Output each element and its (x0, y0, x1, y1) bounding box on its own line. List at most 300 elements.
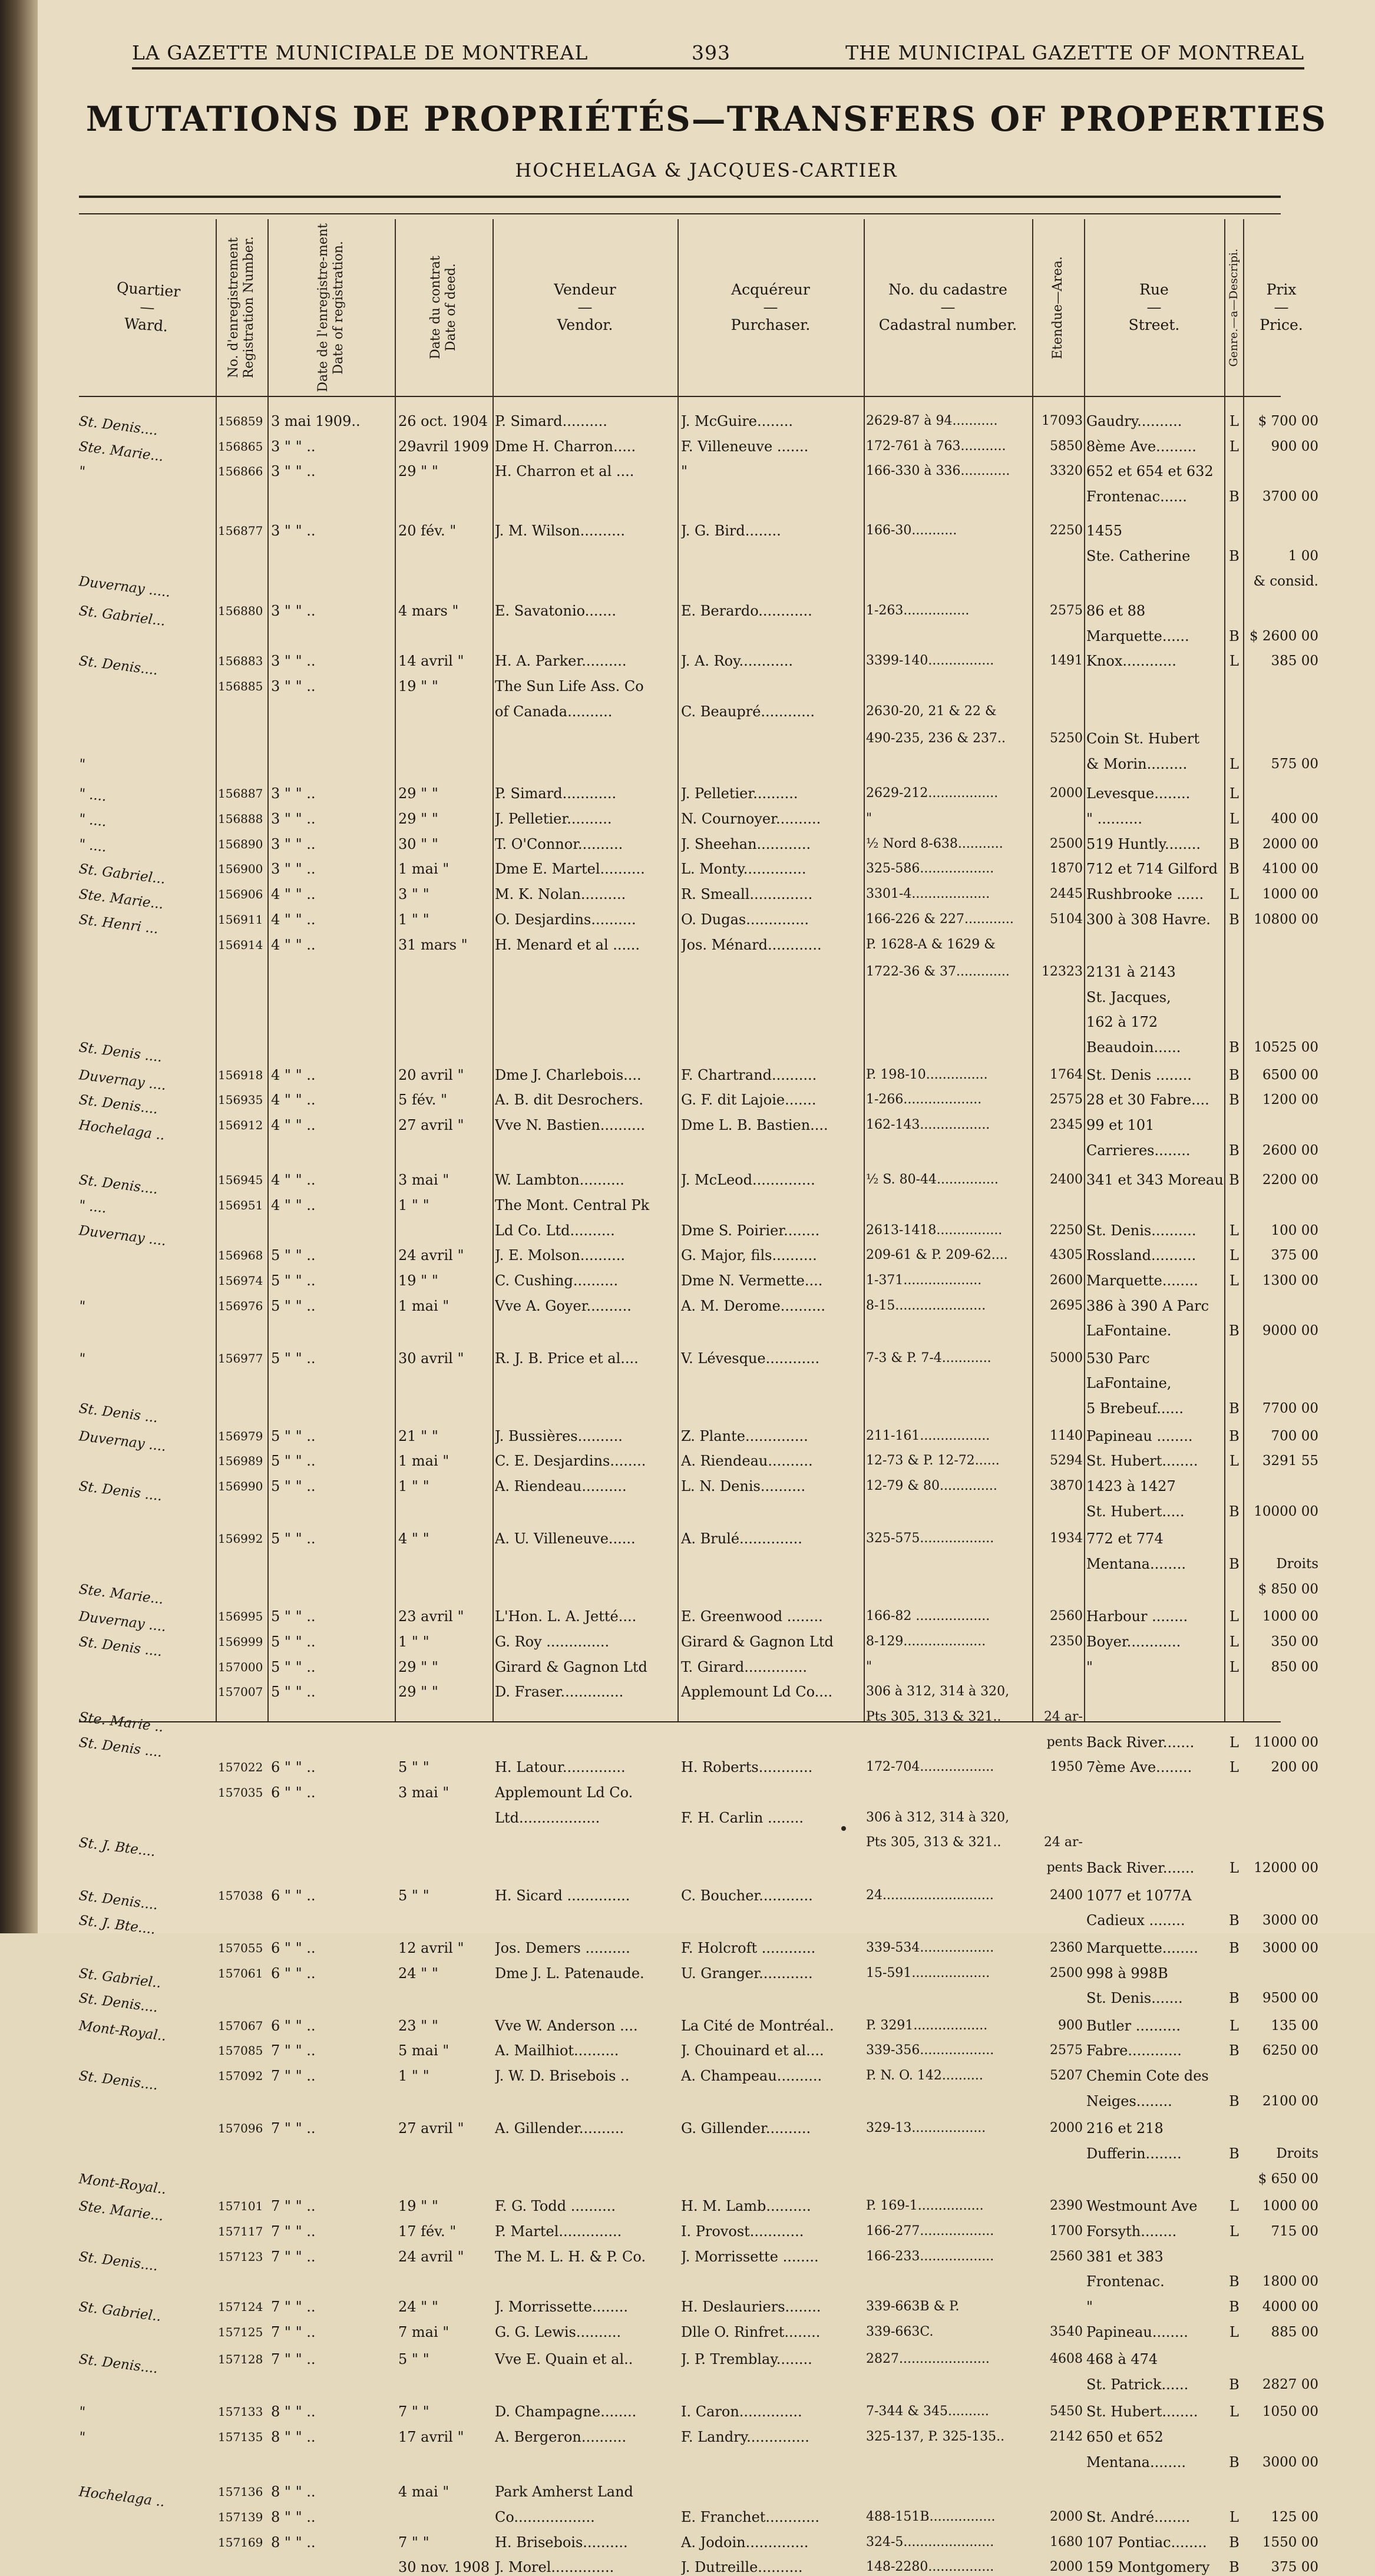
kind-cell: B (1229, 488, 1240, 505)
registration-date-cell: 4 " " .. (271, 1117, 316, 1134)
vendor-cell: D. Champagne........ (495, 2403, 637, 2420)
vendor-cell: T. O'Connor.......... (495, 835, 623, 852)
price-cell: $ 700 00 (1258, 414, 1318, 429)
price-cell: 350 00 (1271, 1633, 1318, 1649)
street-cell: Marquette...... (1086, 627, 1189, 644)
purchaser-cell: L. Monty.............. (681, 861, 807, 878)
purchaser-cell: G. F. dit Lajoie....... (681, 1092, 817, 1109)
table-row (38, 412, 1375, 439)
registration-date-cell: 3 " " .. (271, 861, 316, 878)
area-cell: 2142 (1050, 2429, 1083, 2445)
ward-cell: " (78, 2404, 87, 2420)
cadastral-number-cell: 172-761 à 763........... (866, 438, 1006, 454)
cadastral-number-cell: 329-13.................. (866, 2121, 986, 2136)
street-cell: 5 Brebeuf...... (1086, 1400, 1184, 1417)
kind-cell: B (1229, 2042, 1240, 2059)
table-row (38, 1683, 1375, 1701)
street-cell: St. Hubert........ (1086, 2403, 1198, 2420)
street-cell: 341 et 343 Moreau (1086, 1172, 1224, 1189)
header-cadastre-fr: No. du cadastre (888, 281, 1007, 298)
deed-date-cell: 3 mai " (398, 1172, 449, 1189)
street-cell: Papineau........ (1086, 2323, 1188, 2340)
table-row (38, 2223, 1375, 2240)
purchaser-cell: Girard & Gagnon Ltd (681, 1633, 834, 1650)
table-row (38, 1171, 1375, 1198)
registration-number-cell: 157124 (218, 2300, 263, 2314)
cadastral-number-cell: 339-356.................. (866, 2043, 994, 2058)
ward-cell (79, 1530, 214, 1546)
street-cell: " .......... (1086, 811, 1142, 828)
cadastral-number-cell: 306 à 312, 314 à 320, (866, 1810, 1010, 1825)
header-registration-en: Registration Number. (242, 236, 256, 379)
header-ward-en: Ward. (123, 315, 169, 335)
ward-cell (79, 1013, 214, 1030)
header-cadastre-dash: — (940, 299, 956, 316)
cadastral-number-cell: ½ S. 80-44............... (866, 1172, 999, 1188)
street-cell: 159 Montgomery (1086, 2559, 1210, 2576)
street-cell: Harbour ........ (1086, 1608, 1188, 1625)
area-cell: 2575 (1050, 603, 1083, 619)
street-cell: Neiges........ (1086, 2092, 1172, 2109)
purchaser-cell: " (681, 463, 688, 480)
ward-cell: St. Denis .... (78, 1634, 163, 1660)
cadastral-number-cell: P. 1628-A & 1629 & (866, 937, 996, 952)
table-row (38, 1400, 1375, 1426)
table-row (38, 522, 1375, 540)
kind-cell: L (1229, 1860, 1239, 1877)
street-cell: Rossland.......... (1086, 1247, 1196, 1264)
cadastral-number-cell: 1-263................ (866, 603, 970, 619)
header-street-fr: Rue (1139, 281, 1169, 298)
table-row (38, 1965, 1375, 1991)
registration-number-cell: 157136 (218, 2485, 263, 2499)
cadastral-number-cell: 148-2280................ (866, 2560, 994, 2575)
deed-date-cell: 21 " " (398, 1427, 438, 1444)
table-row (38, 1066, 1375, 1093)
table-row (38, 1322, 1375, 1340)
kind-cell: L (1229, 1453, 1239, 1470)
purchaser-cell: H. M. Lamb.......... (681, 2198, 811, 2215)
purchaser-cell: J. McGuire........ (681, 413, 794, 429)
table-row (38, 936, 1375, 954)
table-row (38, 860, 1375, 888)
kind-cell: L (1229, 1608, 1239, 1625)
vendor-cell: Dme J. Charlebois.... (495, 1066, 642, 1083)
ward-cell: St. J. Bte.... (78, 1835, 157, 1860)
street-cell: Rushbrooke ...... (1086, 886, 1204, 903)
area-cell: 2575 (1050, 1092, 1083, 1107)
purchaser-cell: Dlle O. Rinfret........ (681, 2323, 821, 2340)
area-cell: 3320 (1050, 464, 1083, 479)
registration-date-cell: 7 " " .. (271, 2223, 316, 2240)
price-cell: 12000 00 (1254, 1860, 1318, 1876)
vendor-cell: J. Morel.............. (495, 2559, 614, 2576)
price-cell: 7700 00 (1262, 1401, 1318, 1417)
vendor-cell: C. Cushing.......... (495, 1272, 619, 1289)
registration-number-cell: 157000 (218, 1659, 263, 1674)
registration-date-cell: 7 " " .. (271, 2042, 316, 2059)
street-cell: St. André........ (1086, 2508, 1191, 2525)
street-cell: Cadieux ........ (1086, 1912, 1185, 1929)
deed-date-cell: 29 " " (398, 1658, 438, 1675)
kind-cell: L (1229, 811, 1239, 828)
ward-cell (79, 2273, 214, 2289)
street-cell: St. Jacques, (1086, 988, 1171, 1006)
registration-date-cell: 5 " " .. (271, 1633, 316, 1650)
price-cell: 2000 00 (1262, 836, 1318, 852)
ward-cell (79, 627, 214, 644)
table-row (38, 963, 1375, 981)
cadastral-number-cell: 1-266................... (866, 1092, 982, 1107)
street-cell: 7ème Ave........ (1086, 1759, 1192, 1776)
price-cell: 10000 00 (1254, 1503, 1318, 1519)
header-ward-dash: — (139, 298, 156, 316)
kind-cell: B (1229, 1322, 1240, 1340)
registration-number-cell: 157085 (218, 2043, 263, 2058)
deed-date-cell: 29 " " (398, 1684, 438, 1701)
table-row (38, 2534, 1375, 2551)
street-cell: Marquette........ (1086, 1272, 1198, 1289)
purchaser-cell: F. Holcroft ............ (681, 1939, 816, 1956)
purchaser-cell: G. Major, fils.......... (681, 1247, 817, 1264)
table-row (38, 2428, 1375, 2446)
ward-cell: St. Denis ... (78, 1401, 159, 1426)
ward-cell (79, 2534, 214, 2550)
ward-cell: Duvernay .... (78, 1067, 167, 1093)
ward-cell: St. Gabriel... (78, 603, 167, 629)
ward-cell (79, 1452, 214, 1469)
running-head-left: LA GAZETTE MUNICIPALE DE MONTREAL (132, 41, 589, 64)
registration-number-cell: 156914 (218, 937, 263, 952)
cadastral-number-cell: Pts 305, 313 & 321.. (866, 1835, 1001, 1850)
price-cell: 375 00 (1271, 2560, 1318, 2575)
cadastral-number-cell: 8-129.................... (866, 1633, 986, 1649)
purchaser-cell: J. Pelletier.......... (681, 785, 798, 802)
street-cell: 650 et 652 (1086, 2429, 1164, 2446)
vendor-cell: P. Simard.......... (495, 413, 607, 429)
purchaser-cell: Dme N. Vermette.... (681, 1272, 823, 1289)
price-cell: 2100 00 (1262, 2093, 1318, 2109)
deed-date-cell: 1 mai " (398, 1297, 449, 1314)
table-row (38, 1013, 1375, 1031)
purchaser-cell: A. Jodoin.............. (681, 2534, 809, 2551)
ward-cell: " .... (78, 811, 108, 830)
cadastral-number-cell: 339-534.................. (866, 1940, 994, 1955)
ward-cell (79, 488, 214, 504)
registration-number-cell: 157007 (218, 1685, 263, 1699)
table-row (38, 2298, 1375, 2325)
kind-cell: L (1229, 1633, 1239, 1650)
cadastral-number-cell: 325-575.................. (866, 1531, 994, 1546)
ward-cell (79, 1374, 214, 1391)
deed-date-cell: 5 " " (398, 1759, 429, 1776)
registration-number-cell: 156877 (218, 524, 263, 538)
registration-number-cell: 157035 (218, 1785, 263, 1800)
deed-date-cell: 29avril 1909 (398, 438, 489, 455)
header-date-registration-fr: Date de l'enregistre-ment (316, 223, 330, 392)
vendor-cell: Ltd.................. (495, 1809, 600, 1826)
price-cell: Droits (1276, 1556, 1318, 1572)
registration-number-cell: 156865 (218, 439, 263, 454)
ward-cell: Duvernay .... (78, 1609, 167, 1635)
ward-cell: " (78, 1350, 87, 1367)
ward-cell: Ste. Marie... (78, 1581, 164, 1608)
registration-date-cell: 3 " " .. (271, 835, 316, 852)
street-cell: 300 à 308 Havre. (1086, 911, 1211, 928)
vendor-cell: F. G. Todd .......... (495, 2198, 616, 2215)
street-cell: St. Patrick...... (1086, 2376, 1189, 2393)
registration-date-cell: 5 " " .. (271, 1272, 316, 1289)
vendor-cell: O. Desjardins.......... (495, 911, 636, 928)
registration-number-cell: 156999 (218, 1634, 263, 1649)
area-cell: 2445 (1050, 887, 1083, 902)
price-cell: 575 00 (1271, 756, 1318, 772)
ward-cell: Ste. Marie... (78, 438, 164, 465)
kind-cell: L (1229, 785, 1239, 802)
cadastral-number-cell: 209-61 & P. 209-62.... (866, 1248, 1008, 1263)
ward-cell: Duvernay .... (78, 1222, 167, 1249)
table-row (38, 1503, 1375, 1520)
ward-cell: St. Denis.... (78, 2352, 159, 2377)
purchaser-cell: J. McLeod.............. (681, 1172, 815, 1189)
deed-date-cell: 4 mai " (398, 2484, 449, 2501)
street-cell: & Morin......... (1086, 756, 1188, 772)
street-cell: St. Denis.......... (1086, 1222, 1196, 1239)
price-cell: 10525 00 (1254, 1040, 1318, 1056)
price-cell: 1800 00 (1262, 2274, 1318, 2290)
kind-cell: L (1229, 756, 1239, 772)
purchaser-cell: Applemount Ld Co.... (681, 1684, 833, 1701)
kind-cell: B (1229, 911, 1240, 928)
registration-date-cell: 4 " " .. (271, 1172, 316, 1189)
table-row (38, 1272, 1375, 1289)
vendor-cell: Dme E. Martel.......... (495, 861, 645, 878)
deed-date-cell: 20 avril " (398, 1066, 464, 1083)
street-cell: 998 à 998B (1086, 1965, 1168, 1982)
registration-date-cell: 6 " " .. (271, 1784, 316, 1801)
purchaser-cell: H. Roberts............ (681, 1759, 813, 1776)
street-cell: Frontenac...... (1086, 488, 1187, 505)
street-cell: 468 à 474 (1086, 2351, 1158, 2368)
registration-number-cell: 156890 (218, 836, 263, 851)
ward-cell (79, 1784, 214, 1800)
price-cell: 385 00 (1271, 653, 1318, 669)
purchaser-cell: R. Smeall.............. (681, 886, 813, 903)
ward-cell (79, 2223, 214, 2239)
ward-cell: St. Gabriel.. (78, 1965, 162, 1991)
cadastral-number-cell: 1-371................... (866, 1272, 982, 1288)
table-row (38, 547, 1375, 565)
ward-cell (79, 730, 214, 746)
page-subtitle: HOCHELAGA & JACQUES-CARTIER (515, 159, 898, 181)
purchaser-cell: O. Dugas.............. (681, 911, 809, 928)
registration-number-cell: 156951 (218, 1198, 263, 1212)
street-cell: 86 et 88 (1086, 603, 1146, 620)
vendor-cell: G. Roy .............. (495, 1633, 610, 1650)
registration-number-cell: 157128 (218, 2352, 263, 2367)
table-row (38, 2197, 1375, 2224)
header-street-dash: — (1146, 299, 1162, 316)
purchaser-cell: V. Lévesque............ (681, 1350, 820, 1367)
street-cell: Coin St. Hubert (1086, 730, 1199, 748)
vendor-cell: J. W. D. Brisebois .. (495, 2068, 630, 2085)
cadastral-number-cell: " (866, 811, 872, 826)
registration-number-cell: 156900 (218, 862, 263, 877)
table-row (38, 2376, 1375, 2393)
vendor-cell: Girard & Gagnon Ltd (495, 1658, 647, 1675)
price-cell: 3000 00 (1262, 1913, 1318, 1929)
kind-cell: B (1229, 1912, 1240, 1929)
street-cell: " (1086, 2299, 1093, 2315)
street-cell: 652 et 654 et 632 (1086, 463, 1214, 480)
table-row (38, 1297, 1375, 1315)
table-row (38, 2092, 1375, 2110)
vendor-cell: Co.................. (495, 2508, 595, 2525)
deed-date-cell: 17 avril " (398, 2429, 464, 2446)
area-cell: 4305 (1050, 1248, 1083, 1263)
table-row (38, 1374, 1375, 1392)
registration-date-cell: 4 " " .. (271, 936, 316, 953)
ward-cell (79, 2145, 214, 2161)
price-cell: $ 650 00 (1258, 2171, 1318, 2187)
area-cell: 12323 (1042, 964, 1083, 980)
area-cell: 2000 (1050, 786, 1083, 801)
table-row (38, 1530, 1375, 1547)
kind-cell: L (1229, 1759, 1239, 1776)
registration-date-cell: 8 " " .. (271, 2484, 316, 2501)
deed-date-cell: 5 mai " (398, 2042, 449, 2059)
price-cell: 1 00 (1288, 548, 1318, 564)
price-cell: 885 00 (1271, 2324, 1318, 2340)
deed-date-cell: 7 " " (398, 2403, 429, 2420)
area-cell: 2575 (1050, 2043, 1083, 2058)
table-row (38, 1091, 1375, 1117)
price-cell: 715 00 (1271, 2223, 1318, 2239)
table-row (38, 785, 1375, 805)
purchaser-cell: J. Sheehan............ (681, 835, 811, 852)
vendor-cell: The M. L. H. & P. Co. (495, 2248, 646, 2265)
registration-date-cell: 3 " " .. (271, 523, 316, 540)
purchaser-cell: A. M. Derome.......... (681, 1297, 826, 1314)
kind-cell: L (1229, 1658, 1239, 1675)
street-cell: St. Hubert..... (1086, 1503, 1185, 1520)
registration-number-cell: 157101 (218, 2199, 263, 2214)
street-cell: 216 et 218 (1086, 2120, 1164, 2137)
registration-date-cell: 6 " " .. (271, 1887, 316, 1904)
street-cell: 772 et 774 (1086, 1530, 1164, 1547)
ward-cell (79, 522, 214, 538)
registration-number-cell: 156906 (218, 887, 263, 902)
purchaser-cell: A. Brulé.............. (681, 1530, 802, 1547)
header-registration-fr: No. d'enregistrement (226, 237, 241, 378)
deed-date-cell: 5 " " (398, 2351, 429, 2368)
area-cell: 2560 (1050, 1609, 1083, 1624)
registration-date-cell: 7 " " .. (271, 2120, 316, 2137)
ward-cell (79, 936, 214, 953)
table-row (38, 1834, 1375, 1860)
vendor-cell: Dme H. Charron..... (495, 438, 636, 455)
kind-cell: B (1229, 1172, 1240, 1189)
purchaser-cell: L. N. Denis.......... (681, 1478, 806, 1495)
kind-cell: L (1229, 1247, 1239, 1264)
registration-number-cell: 157096 (218, 2121, 263, 2136)
ward-cell: St. Denis.... (78, 1172, 159, 1198)
street-cell: 386 à 390 A Parc (1086, 1297, 1209, 1314)
area-cell: pents (1046, 1860, 1083, 1876)
street-cell: Ste. Catherine (1086, 547, 1191, 564)
table-row (38, 1555, 1375, 1573)
deed-date-cell: 1 " " (398, 1196, 429, 1213)
price-cell: 3000 00 (1262, 2454, 1318, 2470)
table-row (38, 2170, 1375, 2197)
vendor-cell: H. A. Parker.......... (495, 653, 627, 670)
cadastral-number-cell: P. 198-10............... (866, 1067, 988, 1082)
registration-number-cell: 157133 (218, 2405, 263, 2419)
cadastral-number-cell: 172-704.................. (866, 1760, 994, 1775)
price-cell: 4000 00 (1262, 2299, 1318, 2314)
registration-number-cell: 156866 (218, 464, 263, 479)
price-cell: & consid. (1253, 573, 1318, 589)
price-cell: 1550 00 (1262, 2534, 1318, 2550)
header-purchaser-fr: Acquéreur (731, 281, 810, 298)
table-row (38, 2273, 1375, 2290)
street-cell: " (1086, 1658, 1093, 1675)
vendor-cell: J. Morrissette........ (495, 2299, 629, 2315)
table-row (38, 573, 1375, 600)
table-row (38, 2042, 1375, 2059)
cadastral-number-cell: P. 3291.................. (866, 2018, 988, 2033)
purchaser-cell: C. Boucher............ (681, 1887, 813, 1904)
ward-cell: St. Denis .... (78, 1479, 163, 1504)
area-cell: 1700 (1050, 2223, 1083, 2238)
table-row (38, 1758, 1375, 1776)
registration-date-cell: 8 " " .. (271, 2534, 316, 2551)
table-row (38, 911, 1375, 937)
ward-cell (79, 963, 214, 980)
area-cell: 1680 (1050, 2534, 1083, 2549)
registration-number-cell: 156992 (218, 1532, 263, 1546)
table-row (38, 703, 1375, 720)
price-cell: 6500 00 (1262, 1067, 1318, 1083)
cadastral-number-cell: P. N. O. 142.......... (866, 2068, 983, 2084)
price-cell: 10800 00 (1254, 911, 1318, 927)
header-vendor-fr: Vendeur (554, 281, 616, 298)
vendor-cell: Vve W. Anderson .... (495, 2017, 638, 2034)
registration-date-cell: 3 " " .. (271, 811, 316, 828)
header-cadastre-en: Cadastral number. (878, 316, 1017, 333)
street-cell: 99 et 101 (1086, 1117, 1155, 1134)
price-cell: 200 00 (1271, 1760, 1318, 1775)
vendor-cell: A. U. Villeneuve...... (495, 1530, 636, 1547)
registration-number-cell: 157022 (218, 1760, 263, 1775)
ward-cell: St. Gabriel.. (78, 2299, 162, 2325)
registration-date-cell: 7 " " .. (271, 2068, 316, 2085)
registration-date-cell: 4 " " .. (271, 1066, 316, 1083)
area-cell: 3540 (1050, 2324, 1083, 2339)
cadastral-number-cell: 324-5...................... (866, 2534, 994, 2549)
vendor-cell: Vve A. Goyer.......... (495, 1297, 632, 1314)
registration-date-cell: 3 " " .. (271, 438, 316, 455)
purchaser-cell: J. Morrissette ........ (681, 2248, 819, 2265)
registration-number-cell: 157169 (218, 2535, 263, 2549)
deed-date-cell: 3 mai " (398, 1784, 449, 1801)
registration-date-cell: 5 " " .. (271, 1453, 316, 1470)
ward-cell (79, 1809, 214, 1826)
registration-date-cell: 3 " " .. (271, 463, 316, 480)
purchaser-cell: I. Caron.............. (681, 2403, 802, 2420)
vendor-cell: H. Charron et al .... (495, 463, 634, 480)
header-area-text: Etendue—Area. (1050, 256, 1065, 359)
